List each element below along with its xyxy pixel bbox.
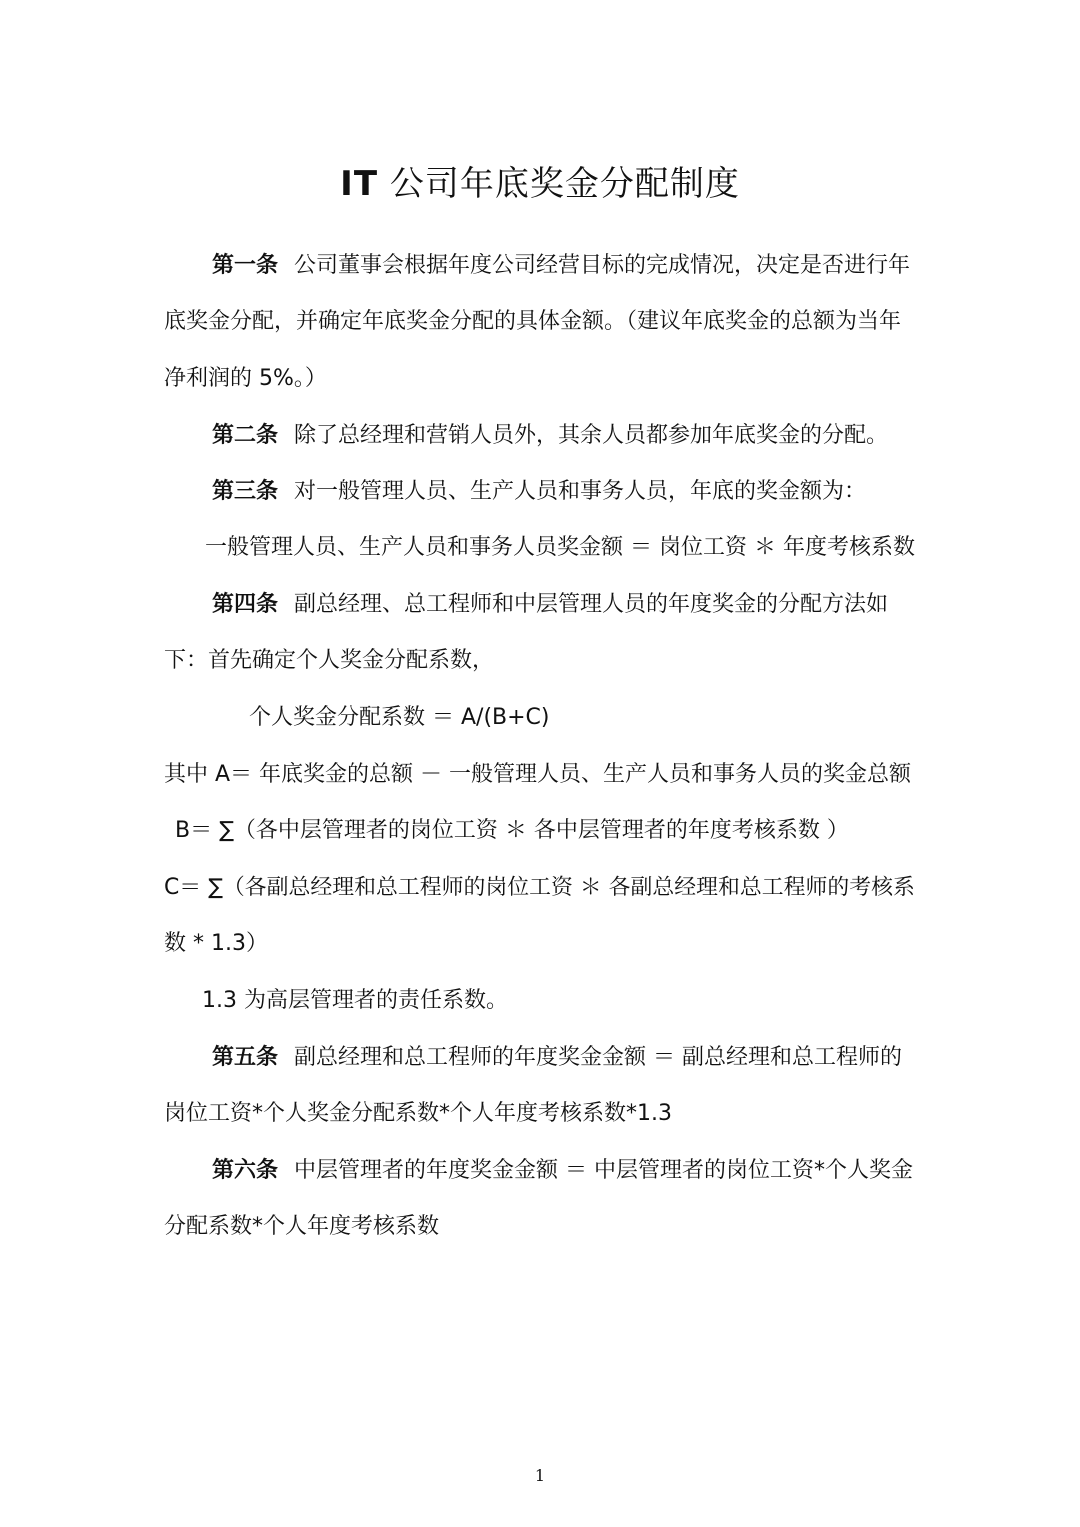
- document-title: [0, 160, 1080, 208]
- article-4-line-2: 下：首先确定个人奖金分配系数，: [164, 648, 495, 673]
- article-1-text: 公司董事会根据年度公司经营目标的完成情况，决定是否进行年: [294, 253, 911, 278]
- article-4-label: 第四条: [212, 592, 279, 617]
- definition-a: 其中 A＝ 年底奖金的总额 － 一般管理人员、生产人员和事务人员的奖金总额: [164, 762, 912, 787]
- definition-b: B＝ ∑（各中层管理者的岗位工资 ＊ 各中层管理者的年度考核系数 ）: [175, 818, 849, 843]
- article-6-text: 中层管理者的年度奖金金额 ＝ 中层管理者的岗位工资*个人奖金: [294, 1158, 914, 1183]
- definition-c: C＝ ∑（各副总经理和总工程师的岗位工资 ＊ 各副总经理和总工程师的考核系: [164, 875, 915, 900]
- coefficient-formula: 个人奖金分配系数 ＝ A/(B+C): [249, 705, 550, 730]
- responsibility-note: 1.3 为高层管理者的责任系数。: [202, 988, 508, 1013]
- article-3-line-1: [212, 477, 866, 507]
- title-prefix: IT: [340, 164, 379, 204]
- article-4-text: 副总经理、总工程师和中层管理人员的年度奖金的分配方法如: [294, 592, 889, 617]
- article-2-label: 第二条: [212, 423, 279, 448]
- article-5-label: 第五条: [212, 1045, 279, 1070]
- article-2-line-1: [212, 421, 888, 451]
- article-5-text: 副总经理和总工程师的年度奖金金额 ＝ 副总经理和总工程师的: [294, 1045, 903, 1070]
- article-3-formula: 一般管理人员、生产人员和事务人员奖金额 ＝ 岗位工资 ＊ 年度考核系数: [205, 535, 915, 560]
- article-4-line-1: [212, 590, 888, 620]
- article-2-text: 除了总经理和营销人员外，其余人员都参加年底奖金的分配。: [294, 423, 889, 448]
- article-1-line-1: [212, 251, 910, 281]
- article-1-label: 第一条: [212, 253, 279, 278]
- article-6-label: 第六条: [212, 1158, 279, 1183]
- article-1-line-2: 底奖金分配，并确定年底奖金分配的具体金额。（建议年底奖金的总额为当年: [164, 309, 902, 334]
- article-5-line-2: 岗位工资*个人奖金分配系数*个人年度考核系数*1.3: [164, 1101, 672, 1126]
- article-3-label: 第三条: [212, 479, 279, 504]
- page-number: 1: [534, 1466, 546, 1485]
- article-1-line-3: 净利润的 5%。）: [164, 366, 327, 391]
- article-6-line-1: [212, 1156, 913, 1186]
- article-6-line-2: 分配系数*个人年度考核系数: [164, 1214, 440, 1239]
- title-main: 公司年底奖金分配制度: [378, 164, 740, 204]
- article-3-text: 对一般管理人员、生产人员和事务人员，年底的奖金额为：: [294, 479, 867, 504]
- definition-c-continued: 数 * 1.3）: [164, 931, 268, 956]
- article-5-line-1: [212, 1043, 902, 1073]
